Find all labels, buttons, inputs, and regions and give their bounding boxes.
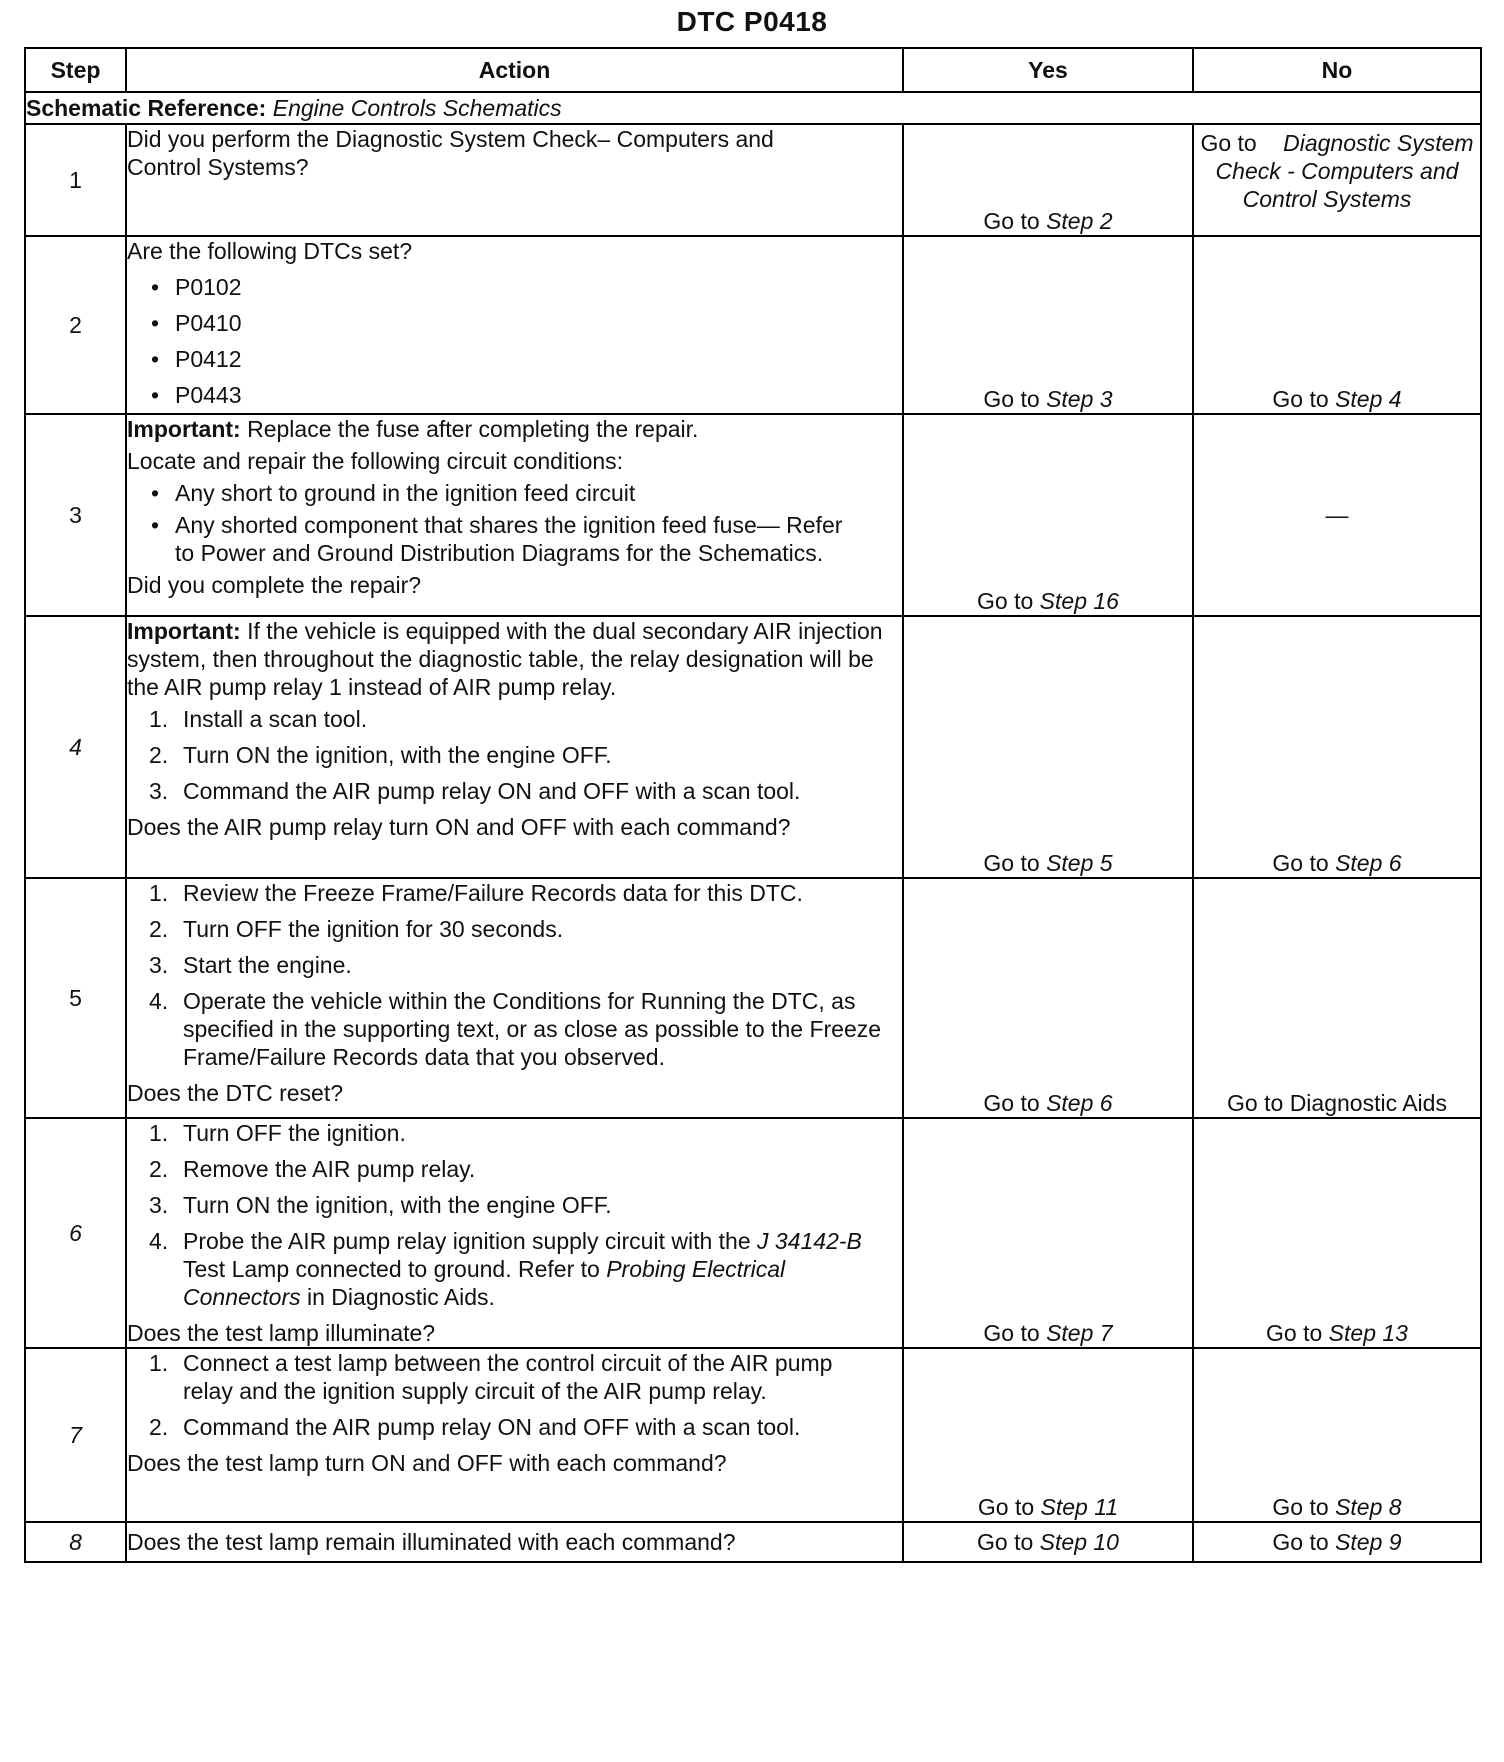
no-prefix: Go to — [1266, 1320, 1329, 1346]
table-row — [25, 1522, 1481, 1562]
step-number-text: 7 — [69, 1421, 82, 1448]
yes-link[interactable]: Step 6 — [1046, 1090, 1113, 1116]
yes-link[interactable]: Step 3 — [1046, 386, 1113, 412]
table-row — [25, 1118, 1481, 1348]
important-note — [127, 415, 902, 443]
list-item: 1. Connect a test lamp between the control circuit of the AIR pump relay and the ignition supply circuit of the AIR pump relay. — [149, 1350, 833, 1404]
table-row — [25, 414, 1481, 616]
important-text: Replace the fuse after completing the repair. — [240, 416, 699, 442]
action-cell — [126, 124, 903, 236]
important-label: Important: — [127, 618, 241, 644]
step-number: 5 — [25, 878, 126, 1118]
list-item: 2. Turn OFF the ignition for 30 seconds. — [149, 916, 564, 942]
no-cell — [1193, 1118, 1481, 1348]
no-link[interactable]: Step 6 — [1335, 850, 1402, 876]
header-step: Step — [25, 48, 126, 92]
procedure-list — [127, 1119, 902, 1311]
action-question: Did you complete the repair? — [127, 572, 422, 598]
yes-link[interactable]: Step 11 — [1040, 1494, 1119, 1520]
action-question: Does the AIR pump relay turn ON and OFF with each command? — [127, 814, 791, 840]
list-item: • Any short to ground in the ignition feed circuit — [151, 479, 902, 507]
yes-prefix: Go to — [983, 850, 1047, 876]
table-row — [25, 616, 1481, 878]
header-action: Action — [126, 48, 903, 92]
schematic-row — [25, 92, 1481, 124]
list-item: • P0412 — [151, 341, 902, 377]
list-item: 3. Turn ON the ignition, with the engine OFF. — [149, 1192, 612, 1218]
no-prefix: Go to — [1272, 850, 1336, 876]
action-cell — [126, 878, 903, 1118]
action-intro: Locate and repair the following circuit conditions: — [127, 448, 624, 474]
action-cell — [126, 616, 903, 878]
no-cell — [1193, 1348, 1481, 1522]
no-cell — [1193, 124, 1481, 236]
step-number: 2 — [25, 236, 126, 414]
no-prefix: Go to — [1272, 1528, 1336, 1555]
list-item: 2. Remove the AIR pump relay. — [149, 1156, 476, 1182]
no-prefix: Go to — [1200, 130, 1264, 156]
action-text: Did you perform the Diagnostic System Check– Computers and Control Systems? — [127, 126, 774, 180]
yes-cell — [903, 878, 1193, 1118]
yes-cell — [903, 124, 1193, 236]
schematic-value: Engine Controls Schematics — [272, 94, 562, 121]
action-question: Does the DTC reset? — [127, 1080, 344, 1106]
list-item: 4. Operate the vehicle within the Conditions for Running the DTC, as specified in the supporting text, or as close as possible to the Freeze Frame/Failure Records data that you observed. — [149, 988, 882, 1070]
list-item: • Any shorted component that shares the ignition feed fuse— Refer to Power and Ground Distribution Diagrams for the Schematics. — [151, 511, 902, 567]
condition-list — [127, 479, 902, 567]
procedure-list — [127, 1349, 902, 1441]
procedure-list — [127, 879, 902, 1071]
step-number — [25, 1348, 126, 1522]
step-number: 1 — [25, 124, 126, 236]
action-text: Are the following DTCs set? — [127, 238, 413, 264]
yes-prefix: Go to — [983, 1320, 1047, 1346]
no-cell: Go to Diagnostic Aids — [1193, 878, 1481, 1118]
action-cell — [126, 414, 903, 616]
important-note — [127, 617, 902, 701]
yes-cell — [903, 236, 1193, 414]
tool-number: J 34142-B — [757, 1228, 862, 1254]
schematic-label: Schematic Reference: — [26, 94, 267, 121]
list-item: • P0443 — [151, 377, 902, 413]
no-cell — [1193, 236, 1481, 414]
no-prefix: Go to — [1272, 386, 1336, 412]
action-cell — [126, 236, 903, 414]
list-item: 1. Install a scan tool. — [149, 706, 368, 732]
yes-link[interactable]: Step 10 — [1039, 1528, 1119, 1555]
yes-cell — [903, 1348, 1193, 1522]
step-number — [25, 1118, 126, 1348]
yes-prefix: Go to — [977, 1494, 1041, 1520]
header-yes: Yes — [903, 48, 1193, 92]
yes-prefix: Go to — [983, 1090, 1047, 1116]
yes-prefix: Go to — [983, 208, 1047, 234]
no-cell — [1193, 616, 1481, 878]
yes-prefix: Go to — [977, 1528, 1040, 1555]
list-item: 3. Command the AIR pump relay ON and OFF with a scan tool. — [149, 778, 801, 804]
yes-link[interactable]: Step 5 — [1046, 850, 1113, 876]
table-row — [25, 236, 1481, 414]
action-question: Does the test lamp turn ON and OFF with each command? — [127, 1450, 727, 1476]
procedure-list — [127, 705, 902, 805]
yes-cell — [903, 1522, 1193, 1562]
header-no: No — [1193, 48, 1481, 92]
page-title: DTC P0418 — [676, 6, 828, 37]
yes-link[interactable]: Step 2 — [1046, 208, 1113, 234]
no-link[interactable]: Step 9 — [1335, 1528, 1402, 1555]
important-label: Important: — [127, 416, 241, 442]
yes-link[interactable]: Step 16 — [1039, 588, 1119, 614]
step-number — [25, 1522, 126, 1562]
table-row — [25, 878, 1481, 1118]
diagnostic-table — [24, 47, 1482, 1563]
list-item: 4. Probe the AIR pump relay ignition supply circuit with the J 34142-B Test Lamp connected to ground. Refer to Probing Electrical Connectors in Diagnostic Aids. — [149, 1228, 862, 1310]
no-cell — [1193, 1522, 1481, 1562]
probing-link[interactable]: Probing Electrical Connectors — [183, 1256, 786, 1310]
yes-cell — [903, 1118, 1193, 1348]
no-cell: — — [1193, 414, 1481, 616]
header-row — [25, 48, 1481, 92]
no-link[interactable]: Step 4 — [1335, 386, 1402, 412]
list-item: • P0102 — [151, 269, 902, 305]
schematic-reference — [25, 92, 1481, 124]
no-link[interactable]: Diagnostic System Check - Computers and Control Systems — [1215, 130, 1474, 212]
list-item: 2. Turn ON the ignition, with the engine OFF. — [149, 742, 612, 768]
yes-link[interactable]: Step 7 — [1046, 1320, 1113, 1346]
list-item: 3. Start the engine. — [149, 952, 352, 978]
no-link[interactable]: Step 8 — [1335, 1494, 1402, 1520]
step-number — [25, 616, 126, 878]
action-question: Does the test lamp illuminate? — [127, 1320, 436, 1346]
table-row — [25, 124, 1481, 236]
step-number: 3 — [25, 414, 126, 616]
table-row — [25, 1348, 1481, 1522]
yes-cell — [903, 414, 1193, 616]
action-cell — [126, 1348, 903, 1522]
list-item: 2. Command the AIR pump relay ON and OFF with a scan tool. — [149, 1414, 801, 1440]
yes-prefix: Go to — [977, 588, 1040, 614]
step-number-text: 6 — [69, 1219, 82, 1246]
step-number-text: 4 — [69, 733, 82, 760]
action-cell — [126, 1118, 903, 1348]
no-link[interactable]: Step 13 — [1328, 1320, 1408, 1346]
step-number-text: 8 — [69, 1528, 82, 1555]
no-prefix: Go to — [1272, 1494, 1336, 1520]
yes-prefix: Go to — [983, 386, 1047, 412]
list-item: 1. Review the Freeze Frame/Failure Records data for this DTC. — [149, 880, 803, 906]
list-item: 1. Turn OFF the ignition. — [149, 1120, 406, 1146]
action-cell: Does the test lamp remain illuminated with each command? — [126, 1522, 903, 1562]
list-item: • P0410 — [151, 305, 902, 341]
yes-cell — [903, 616, 1193, 878]
important-text: If the vehicle is equipped with the dual secondary AIR injection system, then throughout the diagnostic table, the relay designation will be the AIR pump relay 1 instead of AIR pump relay. — [127, 618, 883, 700]
dtc-list — [127, 269, 902, 413]
